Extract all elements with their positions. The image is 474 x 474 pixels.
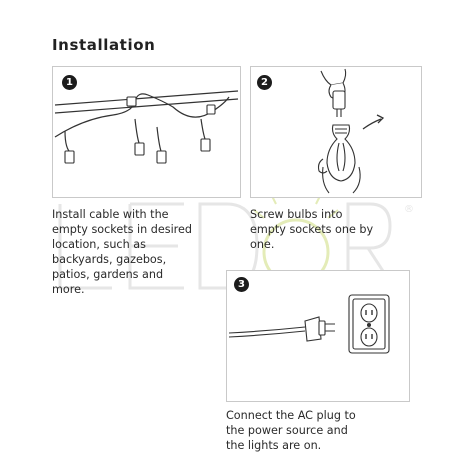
step-2-line: empty sockets one by xyxy=(250,223,374,236)
number-1-badge-icon: 1 xyxy=(62,75,77,90)
step-3-description xyxy=(226,408,356,453)
step-2-line: one. xyxy=(250,238,275,251)
step-3-line: the power source and xyxy=(226,424,348,437)
step-1-line: backyards, gazebos, xyxy=(52,253,167,266)
number-2-badge-icon: 2 xyxy=(257,75,272,90)
cable-sockets-illustration xyxy=(53,67,240,197)
step-1-line: more. xyxy=(52,283,85,296)
step-1-line: empty sockets in desired xyxy=(52,223,193,236)
step-1-description xyxy=(52,207,192,297)
step-3-line: Connect the AC plug to xyxy=(226,409,356,422)
ac-plug-outlet-illustration xyxy=(227,271,409,401)
step-1-line: location, such as xyxy=(52,238,146,251)
step-3-line: the lights are on. xyxy=(226,439,322,452)
step-2-panel xyxy=(250,66,422,198)
page-title: Installation xyxy=(52,36,156,54)
step-1-line: patios, gardens and xyxy=(52,268,164,281)
number-3-badge-icon: 3 xyxy=(234,277,249,292)
screw-bulb-illustration xyxy=(251,67,421,197)
step-2-line: Screw bulbs into xyxy=(250,208,343,221)
step-1-panel xyxy=(52,66,241,198)
watermark-registered-mark: ® xyxy=(404,204,414,215)
step-2-description xyxy=(250,207,373,252)
step-1-line: Install cable with the xyxy=(52,208,169,221)
step-3-panel xyxy=(226,270,410,402)
